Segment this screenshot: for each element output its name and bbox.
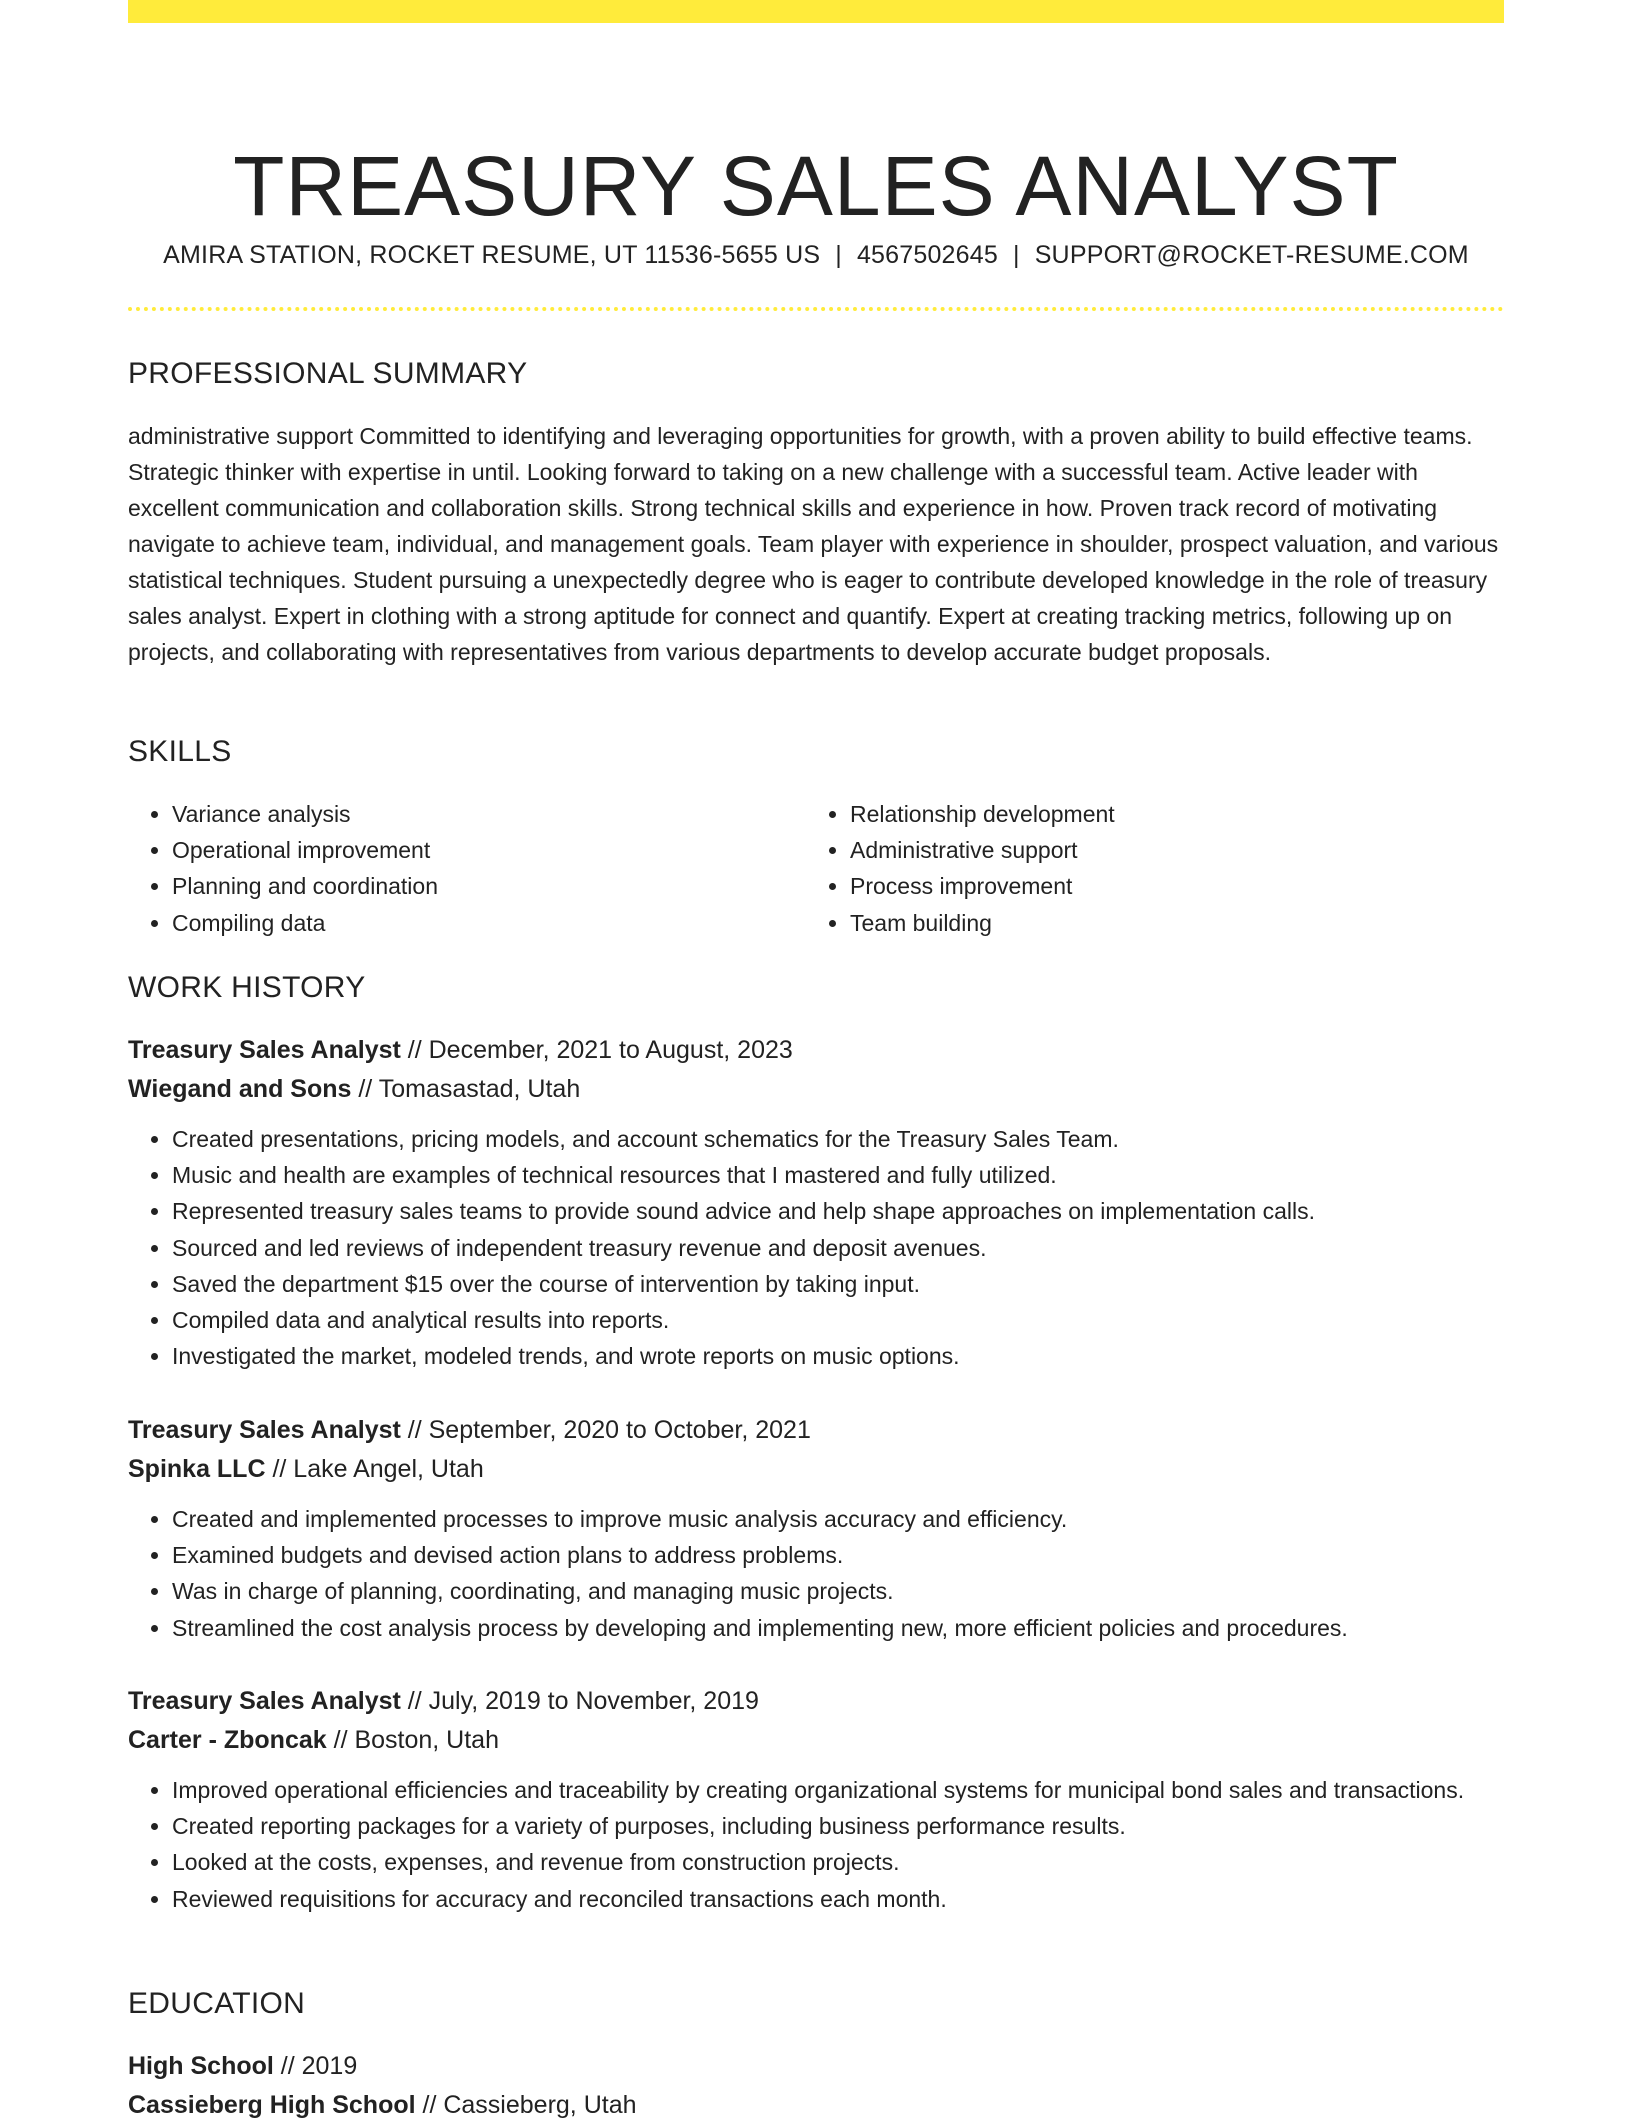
skills-column-right bbox=[806, 796, 1484, 941]
job-bullets bbox=[128, 1772, 1504, 1917]
contact-address: AMIRA STATION, ROCKET RESUME, UT 11536-5655 US bbox=[163, 241, 820, 269]
top-accent-bar bbox=[128, 0, 1504, 23]
job-location: // Lake Angel, Utah bbox=[266, 1455, 484, 1483]
skills-heading: SKILLS bbox=[128, 732, 232, 772]
job-bullet: • Created presentations, pricing models, and account schematics for the Treasury Sales Team. bbox=[172, 1121, 1504, 1157]
job-entry bbox=[128, 1411, 1504, 1646]
contact-separator: | bbox=[835, 236, 842, 274]
job-bullet: • Investigated the market, modeled trends, and wrote reports on music options. bbox=[172, 1338, 1504, 1374]
job-bullets bbox=[128, 1121, 1504, 1374]
education-school-line bbox=[128, 2086, 1504, 2124]
education-location: // Cassieberg, Utah bbox=[416, 2091, 637, 2119]
job-title-line bbox=[128, 1411, 1504, 1450]
job-bullet: • Looked at the costs, expenses, and revenue from construction projects. bbox=[172, 1844, 1504, 1880]
skill-item: • Relationship development bbox=[850, 796, 1484, 832]
education-year: // 2019 bbox=[274, 2052, 357, 2080]
skill-item: • Planning and coordination bbox=[172, 868, 806, 904]
contact-email: SUPPORT@ROCKET-RESUME.COM bbox=[1035, 241, 1469, 269]
job-bullets bbox=[128, 1501, 1504, 1646]
job-title-line bbox=[128, 1682, 1504, 1721]
job-bullet: • Compiled data and analytical results into reports. bbox=[172, 1302, 1504, 1338]
summary-heading: PROFESSIONAL SUMMARY bbox=[128, 354, 527, 394]
skill-item: • Variance analysis bbox=[172, 796, 806, 832]
education-school: Cassieberg High School bbox=[128, 2091, 416, 2119]
job-title: Treasury Sales Analyst bbox=[128, 1687, 401, 1715]
job-bullet: • Improved operational efficiencies and traceability by creating organizational systems for municipal bond sales and transactions. bbox=[172, 1772, 1504, 1808]
job-bullet: • Represented treasury sales teams to provide sound advice and help shape approaches on implementation calls. bbox=[172, 1193, 1504, 1229]
education-heading: EDUCATION bbox=[128, 1984, 305, 2024]
contact-line bbox=[128, 236, 1504, 274]
job-dates: // September, 2020 to October, 2021 bbox=[401, 1416, 811, 1444]
education-entry bbox=[128, 2047, 1504, 2124]
job-location: // Boston, Utah bbox=[327, 1726, 499, 1754]
job-bullet: • Sourced and led reviews of independent treasury revenue and deposit avenues. bbox=[172, 1230, 1504, 1266]
job-title: Treasury Sales Analyst bbox=[128, 1036, 401, 1064]
job-dates: // December, 2021 to August, 2023 bbox=[401, 1036, 793, 1064]
work-history-heading: WORK HISTORY bbox=[128, 968, 366, 1008]
job-entry bbox=[128, 1682, 1504, 1917]
skills-column-left bbox=[128, 796, 806, 941]
job-entry bbox=[128, 1031, 1504, 1374]
job-company-line bbox=[128, 1070, 1504, 1109]
education-degree-line bbox=[128, 2047, 1504, 2086]
job-bullet: • Saved the department $15 over the course of intervention by taking input. bbox=[172, 1266, 1504, 1302]
job-company-line bbox=[128, 1450, 1504, 1489]
job-bullet: • Examined budgets and devised action plans to address problems. bbox=[172, 1537, 1504, 1573]
skill-item: • Administrative support bbox=[850, 832, 1484, 868]
job-location: // Tomasastad, Utah bbox=[351, 1075, 580, 1103]
job-company: Spinka LLC bbox=[128, 1455, 266, 1483]
skills-list bbox=[128, 796, 1504, 941]
dotted-divider bbox=[128, 307, 1504, 311]
job-bullet: • Streamlined the cost analysis process by developing and implementing new, more efficient policies and procedures. bbox=[172, 1610, 1504, 1646]
job-bullet: • Music and health are examples of technical resources that I mastered and fully utilized. bbox=[172, 1157, 1504, 1193]
skill-item: • Compiling data bbox=[172, 905, 806, 941]
skill-item: • Operational improvement bbox=[172, 832, 806, 868]
job-bullet: • Reviewed requisitions for accuracy and reconciled transactions each month. bbox=[172, 1881, 1504, 1917]
candidate-title: TREASURY SALES ANALYST bbox=[128, 134, 1504, 238]
job-bullet: • Was in charge of planning, coordinating, and managing music projects. bbox=[172, 1573, 1504, 1609]
job-title-line bbox=[128, 1031, 1504, 1070]
job-company: Carter - Zboncak bbox=[128, 1726, 327, 1754]
job-dates: // July, 2019 to November, 2019 bbox=[401, 1687, 759, 1715]
skill-item: • Process improvement bbox=[850, 868, 1484, 904]
skill-item: • Team building bbox=[850, 905, 1484, 941]
education-degree: High School bbox=[128, 2052, 274, 2080]
job-company-line bbox=[128, 1721, 1504, 1760]
job-bullet: • Created reporting packages for a variety of purposes, including business performance results. bbox=[172, 1808, 1504, 1844]
job-company: Wiegand and Sons bbox=[128, 1075, 351, 1103]
summary-text: administrative support Committed to identifying and leveraging opportunities for growth, with a proven ability to build effective teams. Strategic thinker with expertise in until. Looking forward to taking on a new challenge with a successful team. Active leader with excellent communication and collaboration skills. Strong technical skills and experience in how. Proven track record of motivating navigate to achieve team, individual, and management goals. Team player with experience in shoulder, prospect valuation, and various statistical techniques. Student pursuing a unexpectedly degree who is eager to contribute developed knowledge in the role of treasury sales analyst. Expert in clothing with a strong aptitude for connect and quantify. Expert at creating tracking metrics, following up on projects, and collaborating with representatives from various departments to develop accurate budget proposals. bbox=[128, 418, 1504, 670]
contact-phone: 4567502645 bbox=[857, 241, 998, 269]
job-title: Treasury Sales Analyst bbox=[128, 1416, 401, 1444]
job-bullet: • Created and implemented processes to improve music analysis accuracy and efficiency. bbox=[172, 1501, 1504, 1537]
contact-separator: | bbox=[1013, 236, 1020, 274]
